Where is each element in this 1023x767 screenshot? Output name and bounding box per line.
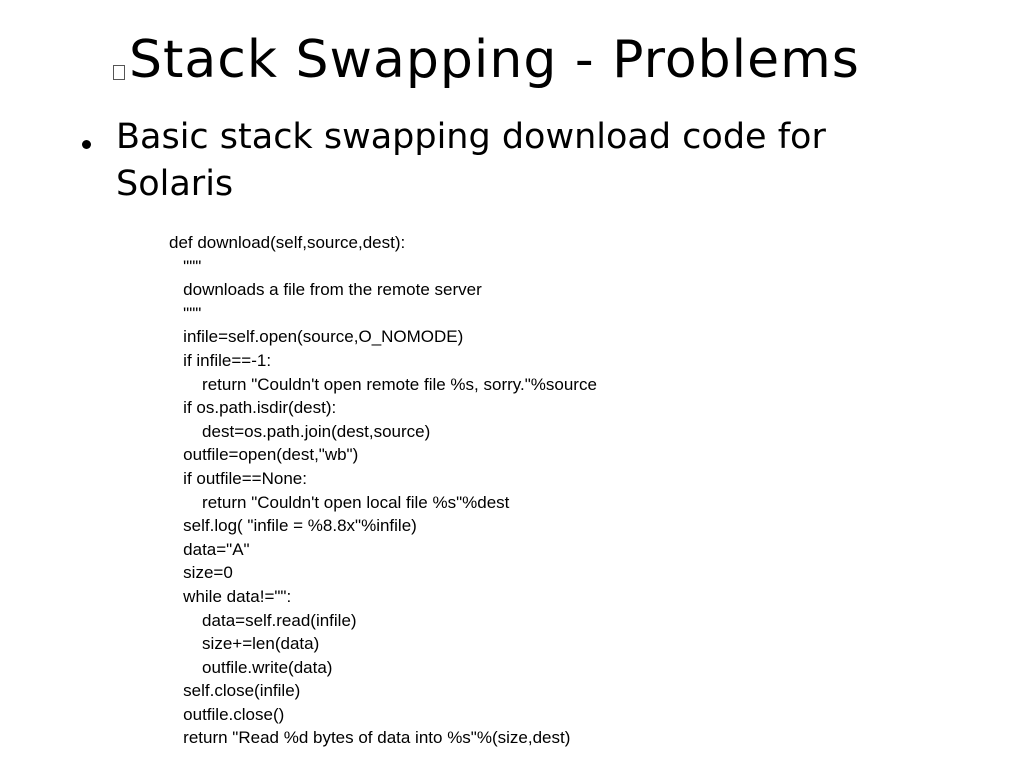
code-line: outfile.close() [169,704,285,724]
code-line: """ [169,256,202,276]
code-line: if outfile==None: [169,468,307,488]
code-line: while data!="": [169,586,292,606]
code-line: return "Couldn't open local file %s"%dest [169,492,510,512]
missing-glyph-icon [113,65,125,80]
bullet-text: Basic stack swapping download code for Solaris [116,117,826,204]
code-line: dest=os.path.join(dest,source) [169,421,431,441]
code-line: def download(self,source,dest): [169,233,406,252]
bullet-dot-icon [82,140,91,149]
code-line: downloads a file from the remote server [169,280,482,300]
code-line: size=0 [169,563,233,583]
code-line: self.close(infile) [169,681,301,701]
code-line: outfile.write(data) [169,657,333,677]
code-line: data=self.read(infile) [169,610,357,630]
code-line: return "Couldn't open remote file %s, sorry."%source [169,374,597,394]
code-line: return "Read %d bytes of data into %s"%(size,dest) [169,728,571,748]
code-line: if os.path.isdir(dest): [169,398,337,418]
code-line: size+=len(data) [169,634,320,654]
code-line: self.log( "infile = %8.8x"%infile) [169,516,417,536]
code-line: """ [169,303,202,323]
code-line: infile=self.open(source,O_NOMODE) [169,327,464,347]
code-line: outfile=open(dest,"wb") [169,445,359,465]
title-row [113,28,860,92]
bullet-item [82,114,942,208]
slide-title: Stack Swapping - Problems [129,30,860,90]
code-block [169,231,597,750]
code-line: data="A" [169,539,250,559]
code-line: if infile==-1: [169,350,272,370]
